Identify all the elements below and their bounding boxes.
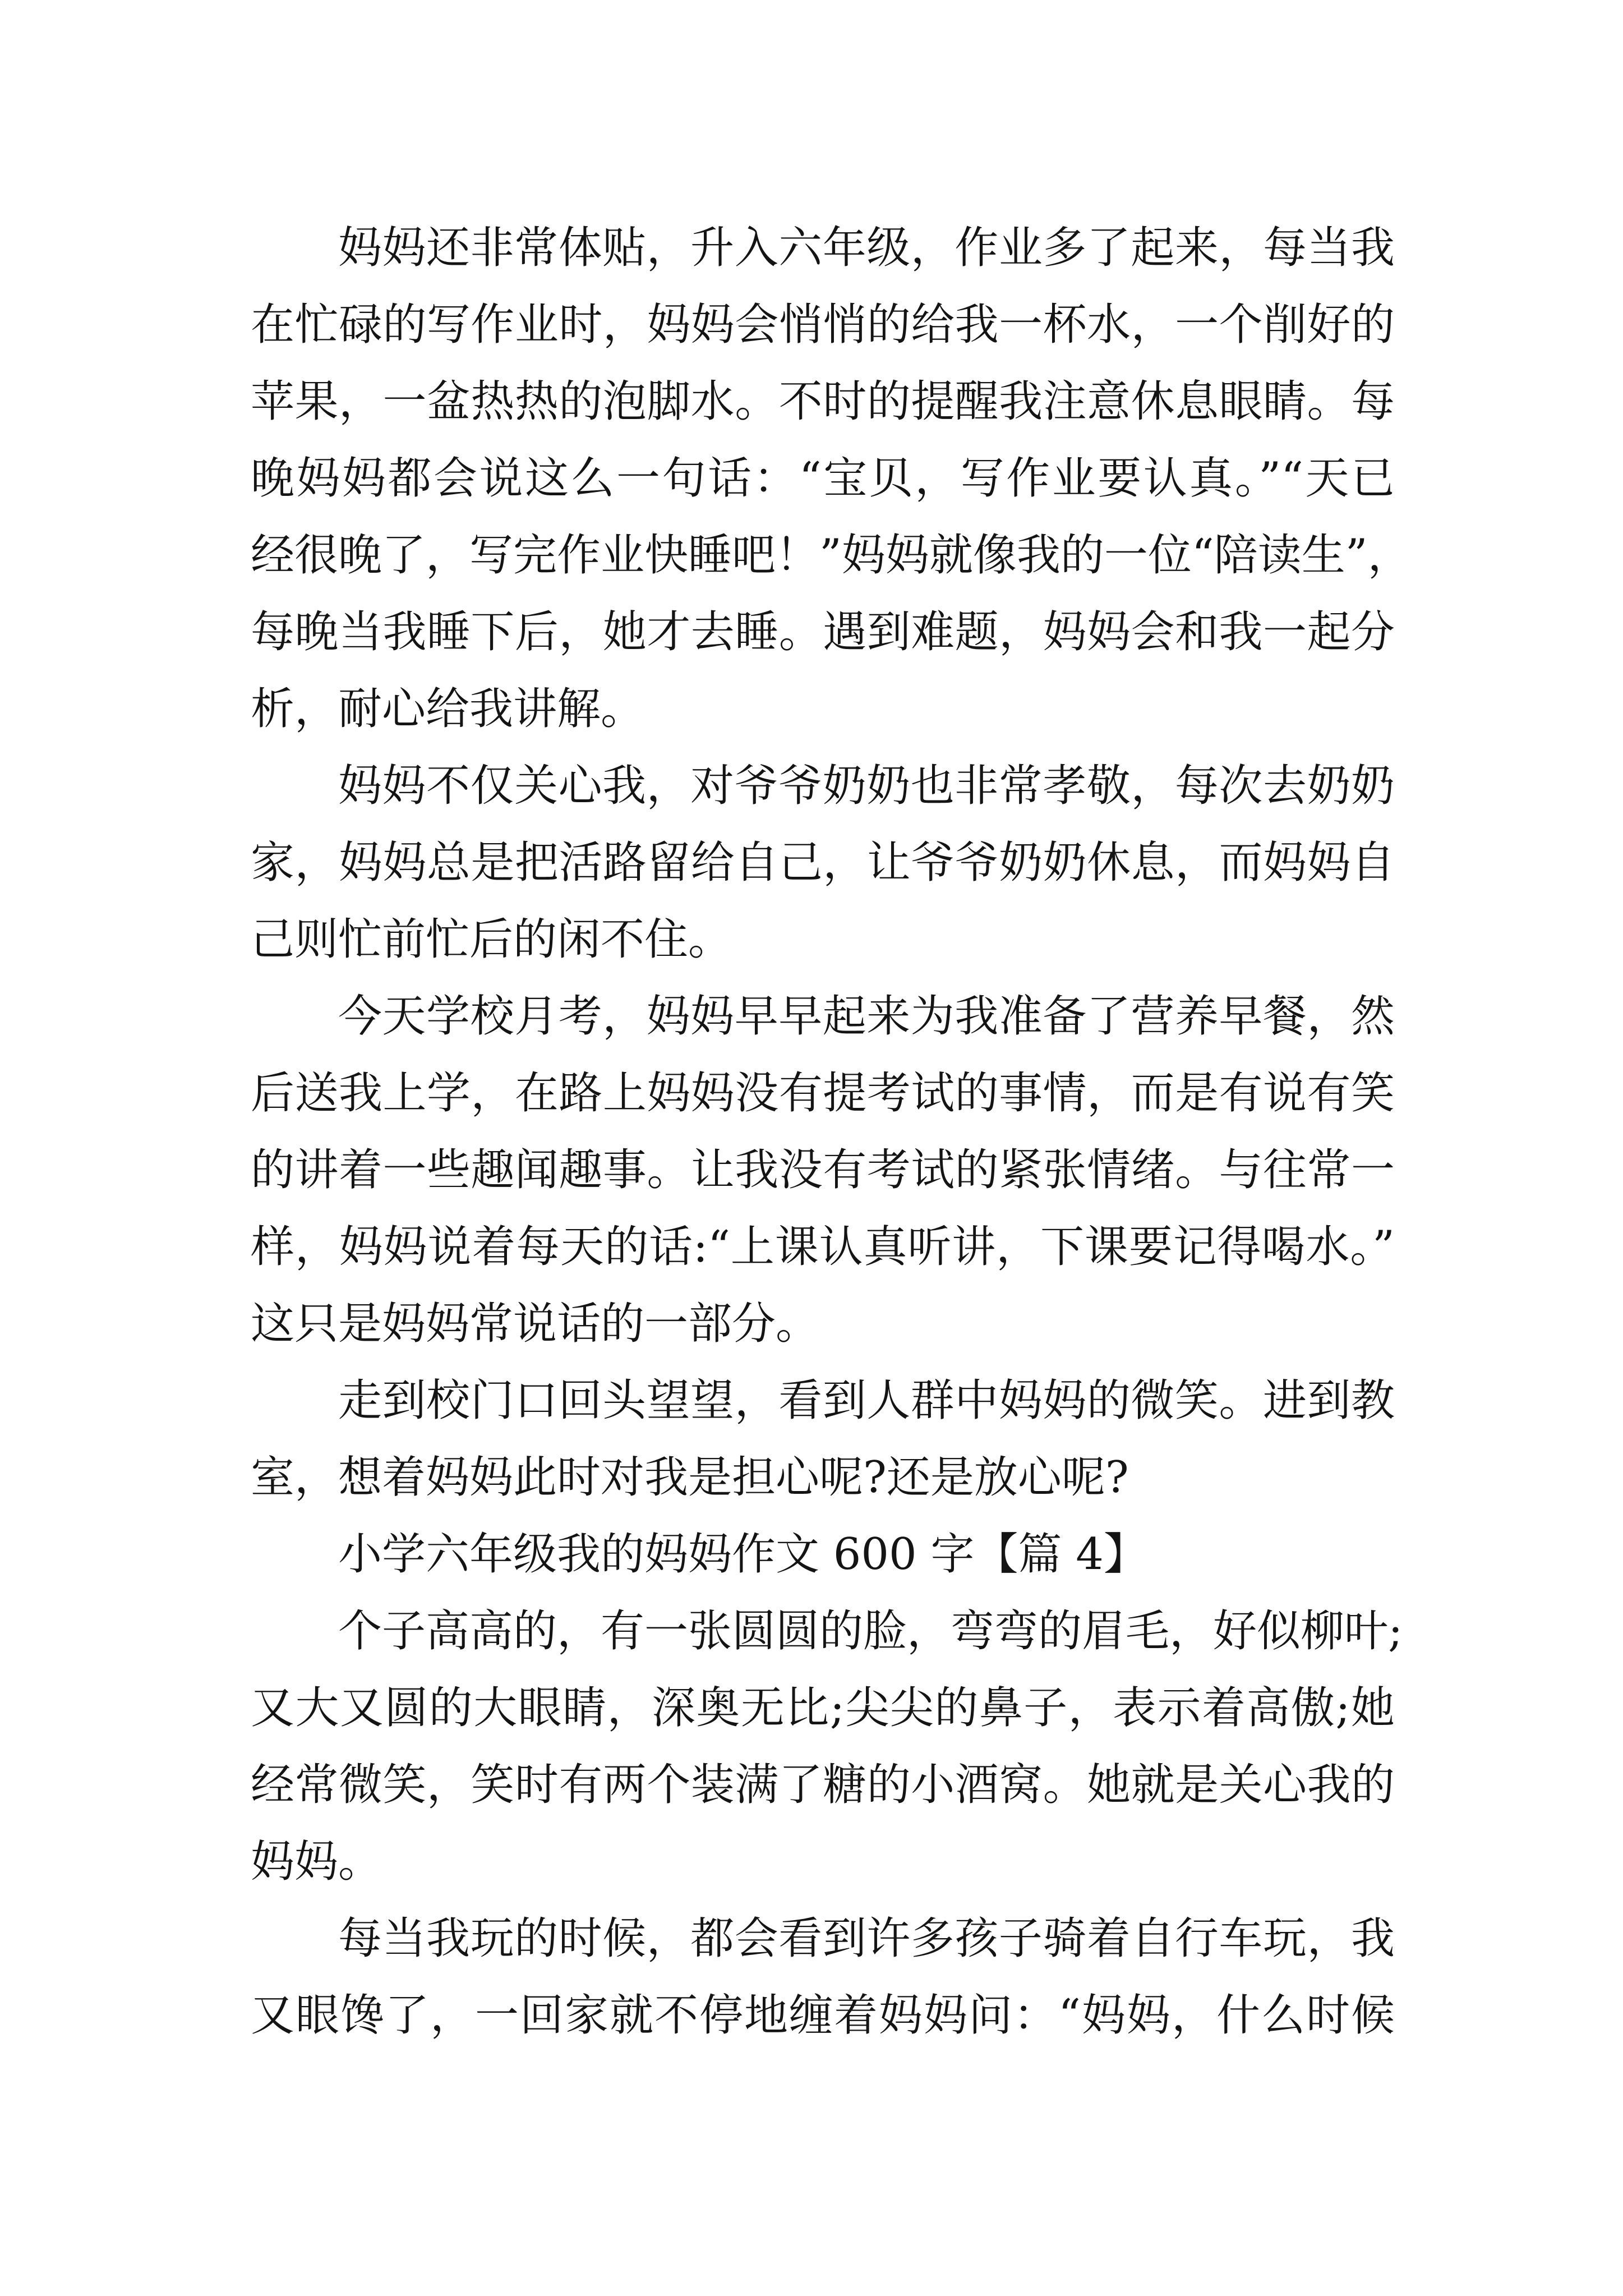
text-line: 在忙碌的写作业时，妈妈会悄悄的给我一杯水，一个削好的 <box>251 300 1395 350</box>
paragraph <box>251 1593 1403 1901</box>
text-line: 的讲着一些趣闻趣事。让我没有考试的紧张情绪。与往常一 <box>251 1145 1395 1195</box>
text-line: 晚妈妈都会说这么一句话：“宝贝，写作业要认真。”“天已 <box>251 453 1395 504</box>
text-line: 今天学校月考，妈妈早早起来为我准备了营养早餐，然 <box>338 991 1395 1042</box>
text-line: 走到校门口回头望望，看到人群中妈妈的微笑。进到教 <box>338 1375 1395 1426</box>
text-line: 家，妈妈总是把活路留给自己，让爷爷奶奶休息，而妈妈自 <box>251 838 1395 888</box>
heading-line: 小学六年级我的妈妈作文 600 字【篇 4】 <box>338 1529 1147 1580</box>
text-line: 妈妈还非常体贴，升入六年级，作业多了起来，每当我 <box>338 223 1395 273</box>
text-line: 析，耐心给我讲解。 <box>251 684 645 734</box>
text-line: 室，想着妈妈此时对我是担心呢?还是放心呢? <box>251 1452 1129 1503</box>
text-line: 妈妈不仅关心我，对爷爷奶奶也非常孝敬，每次去奶奶 <box>338 761 1395 811</box>
paragraph <box>251 1901 1395 2054</box>
text-line: 每晚当我睡下后，她才去睡。遇到难题，妈妈会和我一起分 <box>251 607 1395 657</box>
section-heading <box>251 1516 1395 1593</box>
document-body <box>251 210 1412 2054</box>
text-line: 个子高高的，有一张圆圆的脸，弯弯的眉毛，好似柳叶; <box>338 1606 1403 1657</box>
text-line: 样，妈妈说着每天的话:“上课认真听讲，下课要记得喝水。” <box>251 1222 1395 1272</box>
paragraph <box>251 748 1395 978</box>
text-line: 苹果，一盆热热的泡脚水。不时的提醒我注意休息眼睛。每 <box>251 376 1395 427</box>
text-line: 妈妈。 <box>251 1837 382 1887</box>
text-line: 这只是妈妈常说话的一部分。 <box>251 1299 820 1349</box>
text-line: 又大又圆的大眼睛，深奥无比;尖尖的鼻子，表示着高傲;她 <box>251 1683 1395 1733</box>
text-line: 经常微笑，笑时有两个装满了糖的小酒窝。她就是关心我的 <box>251 1760 1395 1810</box>
text-line: 每当我玩的时候，都会看到许多孩子骑着自行车玩，我 <box>338 1913 1395 1964</box>
text-line: 己则忙前忙后的闲不住。 <box>251 914 732 965</box>
text-line: 经很晚了，写完作业快睡吧！”妈妈就像我的一位“陪读生”， <box>251 530 1412 581</box>
paragraph <box>251 978 1395 1363</box>
paragraph <box>251 1363 1395 1516</box>
paragraph <box>251 210 1412 748</box>
text-line: 后送我上学，在路上妈妈没有提考试的事情，而是有说有笑 <box>251 1068 1395 1119</box>
text-line: 又眼馋了，一回家就不停地缠着妈妈问：“妈妈，什么时候 <box>251 1990 1395 2041</box>
